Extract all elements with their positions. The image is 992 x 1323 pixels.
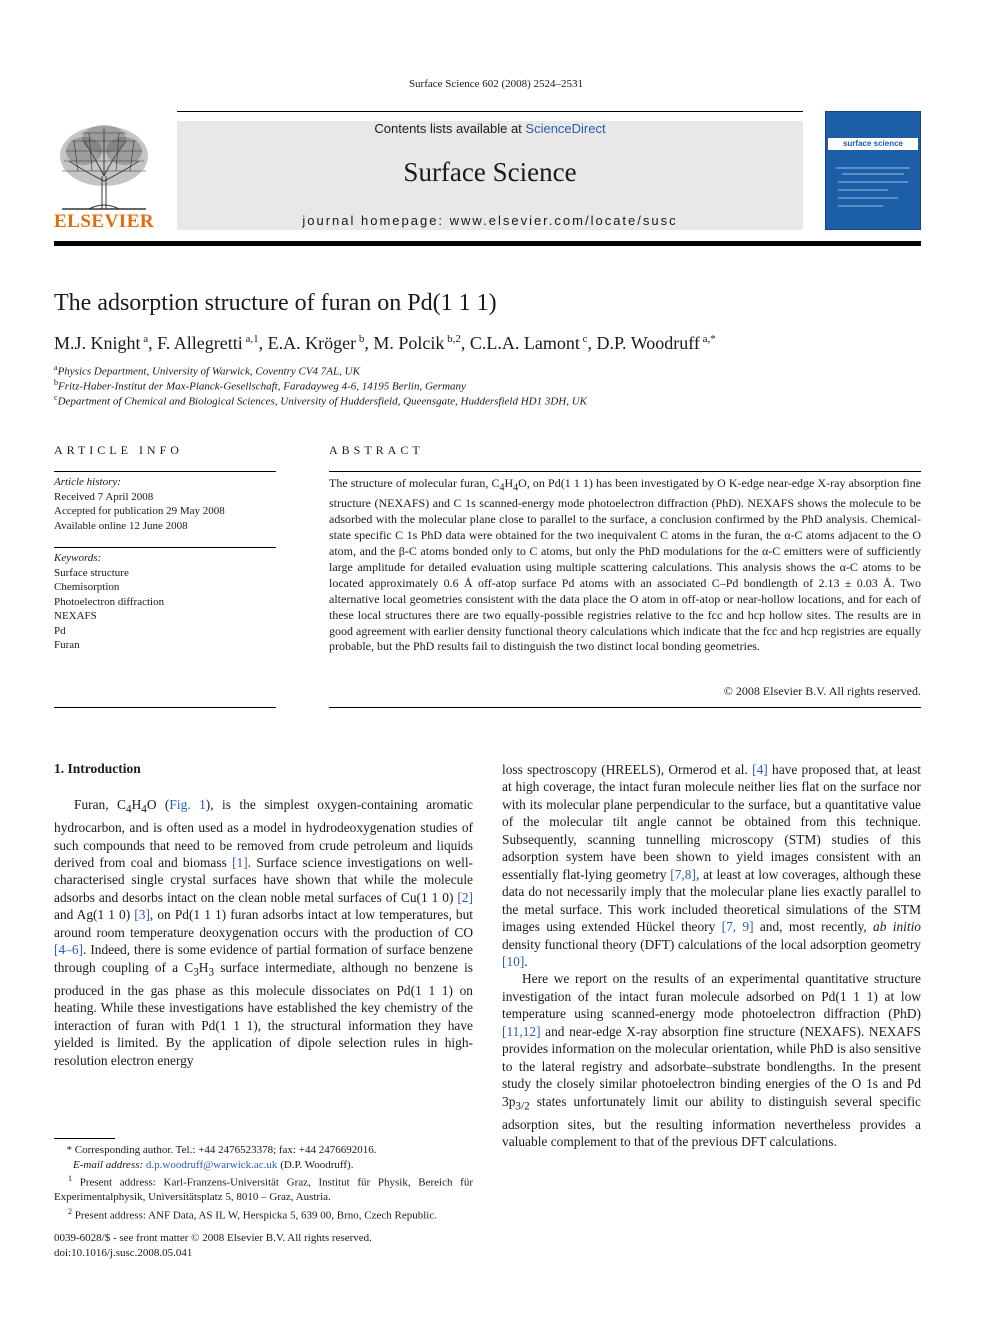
footnote-mark: *: [66, 1144, 72, 1156]
keyword: Chemisorption: [54, 581, 120, 593]
citation-link[interactable]: [4–6]: [54, 942, 84, 958]
article-history-label: Article history:: [54, 476, 121, 488]
header-top-rule: [177, 111, 803, 112]
sciencedirect-link[interactable]: ScienceDirect: [525, 121, 606, 136]
citation-link[interactable]: [11,12]: [502, 1023, 541, 1039]
citation-link[interactable]: [10]: [502, 953, 525, 969]
journal-title: Surface Science: [403, 157, 577, 187]
divider: [54, 547, 276, 548]
doi-link[interactable]: doi:10.1016/j.susc.2008.05.041: [54, 1246, 193, 1259]
footnote-1: [54, 1172, 473, 1205]
figure-link[interactable]: Fig. 1: [169, 797, 206, 812]
footnote-mark: 1: [68, 1174, 72, 1183]
author-affil-mark: b: [358, 333, 365, 345]
contents-prefix: Contents lists available at: [374, 121, 526, 136]
abstract-heading: ABSTRACT: [329, 443, 424, 457]
citation-link[interactable]: [4]: [752, 762, 768, 777]
contents-line: [177, 121, 803, 136]
header-rule: [54, 241, 921, 246]
footnote-mark: 2: [68, 1206, 72, 1216]
footnote-text: Present address: ANF Data, AS IL W, Herspicka 5, 639 00, Brno, Czech Republic.: [74, 1209, 437, 1222]
front-matter: [54, 1231, 473, 1260]
affiliation-mark: a: [54, 363, 58, 372]
affiliation-a: [54, 363, 360, 378]
divider: [329, 471, 921, 472]
author-affil-mark: a,1: [245, 333, 259, 345]
online-date: Available online 12 June 2008: [54, 519, 188, 532]
author-name[interactable]: D.P. Woodruff: [596, 333, 700, 353]
accepted-date: Accepted for publication 29 May 2008: [54, 505, 225, 517]
author-name[interactable]: F. Allegretti: [157, 333, 243, 353]
citation-link[interactable]: [2]: [457, 889, 473, 905]
email-suffix: (D.P. Woodruff).: [277, 1158, 354, 1171]
keyword: Surface structure: [54, 566, 129, 579]
affiliation-mark: b: [54, 378, 58, 387]
received-date: Received 7 April 2008: [54, 490, 154, 503]
intro-paragraph-right: loss spectroscopy (HREELS), Ormerod et al. [4] have proposed that, at least at high coverage, the intact furan molecule neither lies flat on the surface nor with its molecular plane perpendicular to the surface, but a quantitative value of the molecular tilt angle cannot be obtained from this technique. Subsequently, scanning tunnelling microscopy (STM) studies of this adsorption system have been shown to yield images consistent with an essentially flat-lying geometry [7,8], at least at low coverages, although these data do not necessarily imply that the molecular plane lies exactly parallel to the metal surface. This work included theoretical simulations of the STM images using extended Hückel theory [7, 9] and, most recently, ab initio density functional theory (DFT) calculations of the local adsorption geometry [10]. Here we report on the results of an experimental quantitative structure investigation of the intact furan molecule adsorbed on Pd(1 1 1) at low temperature using scanned-energy mode photoelectron diffraction (PhD) [11,12] and near-edge X-ray absorption fine structure (NEXAFS). NEXAFS provides information on the molecular orientation, while PhD is also sensitive to the lateral registry and adsorbate–substrate bondlengths. In the present study the closely similar photoelectron binding energies of the O 1s and Pd $3p_{3/2}$ states unfortunately limit our ability to distinguish several specific adsorption sites, but the resulting information nevertheless provides a valuable complement to that of the previous DFT calculations.: [502, 762, 921, 1150]
divider: [54, 707, 276, 708]
cover-title: surface science: [828, 138, 918, 150]
keywords-block: [54, 551, 276, 653]
keyword: Furan: [54, 639, 80, 651]
journal-reference: Surface Science 602 (2008) 2524–2531: [408, 78, 584, 90]
citation-link[interactable]: [7, 9]: [721, 919, 754, 935]
abstract-text: The structure of molecular furan, $C_4H_4O$, on Pd(1 1 1) has been investigated by O K-edge near-edge X-ray absorption fine structure (NEXAFS) and C 1s scanned-energy mode photoelectron diffraction (PhD). NEXAFS shows the molecule to be adsorbed with the molecular plane close to parallel to the surface, a conclusion confirmed by the PhD analysis. Chemical-state specific C 1s PhD data were obtained for the two inequivalent C atoms in the furan, the α-C atoms adjacent to the O atom, and the β-C atoms bonded only to C atoms, but only the PhD modulations for the α-C emitters were of sufficiently large amplitude for detailed evaluation using multiple scattering calculations. This analysis shows the α-C atoms to be located approximately 0.6 Å off-atop surface Pd atoms with an associated C–Pd bondlength of 2.13 ± 0.03 Å. Two alternative local geometries consistent with the data place the O atom in off-atop or near-hollow locations, and for each of these local structures there are two equally-possible registries relative to the fcc and hcp hollow sites. The results are in good agreement with earlier density functional theory calculations which indicate that the fcc and hcp registries are equally probable, but the PhD results fail to distinguish the two distinct local bonding geometries.: [329, 476, 921, 654]
footnote-text: Present address: Karl-Franzens-Universität Graz, Institut für Physik, Bereich für Experimentalphysik, Universitätsplatz 5, 8010 – Graz, Austria.: [54, 1176, 473, 1204]
author-name[interactable]: E.A. Kröger: [267, 333, 357, 353]
author-name[interactable]: C.L.A. Lamont: [469, 333, 580, 353]
article-history: [54, 475, 276, 533]
article-title: The adsorption structure of furan on Pd(1 1 1): [54, 290, 497, 316]
keyword: Photoelectron diffraction: [54, 595, 165, 608]
author-list: M.J. Knight $^a$, F. Allegretti $^{a,1}$, E.A. Kröger $^b$, M. Polcik $^{b,2}$, C.L.A. Lamont $^c$, D.P. Woodruff $^{a,*}$: [54, 333, 716, 353]
footnote-2: [54, 1205, 473, 1223]
intro-paragraph-left: Furan, $C_4H_4O$ (Fig. 1), is the simplest oxygen-containing aromatic hydrocarbon, and is often used as a model in hydrodeoxygenation studies of such compounds that need to be removed from crude petroleum and liquids derived from coal and biomass [1]. Surface science investigations on well-characterised single crystal surfaces have shown that while the molecule adsorbs and desorbs intact on the clean noble metal surfaces of Cu(1 1 0) [2] and Ag(1 1 0) [3], on Pd(1 1 1) furan adsorbs intact at low temperatures, but around room temperature deoxygenation occurs with the production of CO [4–6]. Indeed, there is some evidence of partial formation of surface benzene through coupling of a $C_3H_3$ surface intermediate, although no benzene is produced in the gas phase as this molecule dissociates on Pd(1 1 1) on heating. While these investigations have established the key chemistry of the interaction of furan with Pd(1 1 1), the structural information they have yielded is limited. By the application of dipole selection rules in high-resolution electron energy: [54, 797, 474, 1068]
divider: [329, 707, 921, 708]
article-info-heading: ARTICLE INFO: [54, 443, 183, 457]
affiliation-text: Fritz-Haber-Institut der Max-Planck-Gesellschaft, Faradayweg 4-6, 14195 Berlin, Germany: [58, 380, 466, 393]
copyright-notice: © 2008 Elsevier B.V. All rights reserved.: [723, 684, 921, 698]
footnote-corresponding: [54, 1143, 473, 1158]
affiliation-c: [54, 393, 587, 408]
author-name[interactable]: M.J. Knight: [54, 333, 141, 353]
affiliation-mark: c: [54, 393, 58, 402]
keyword: Pd: [54, 624, 66, 637]
author-affil-mark: a,*: [702, 333, 716, 345]
email-link[interactable]: d.p.woodruff@warwick.ac.uk: [145, 1158, 278, 1171]
author-affil-mark: b,2: [447, 333, 461, 345]
affiliation-text: Department of Chemical and Biological Sciences, University of Huddersfield, Queensgate, Huddersfield HD1 3DH, UK: [57, 395, 588, 408]
section-heading: 1. Introduction: [54, 761, 141, 776]
footnote-rule: [54, 1138, 115, 1139]
cover-contents-lines: [828, 156, 918, 226]
author-affil-mark: a: [143, 333, 149, 345]
author-affil-mark: c: [582, 333, 588, 345]
affiliation-b: [54, 378, 466, 393]
author-name[interactable]: M. Polcik: [373, 333, 445, 353]
keyword: NEXAFS: [54, 610, 97, 622]
footnotes: [54, 1143, 473, 1223]
email-label: E-mail address:: [73, 1158, 146, 1171]
divider: [54, 471, 276, 472]
citation-link[interactable]: [7,8]: [670, 866, 696, 882]
journal-homepage-link[interactable]: journal homepage: www.elsevier.com/locate/susc: [302, 213, 678, 228]
footnote-email: [54, 1158, 473, 1173]
issn-line: 0039-6028/$ - see front matter © 2008 Elsevier B.V. All rights reserved.: [54, 1232, 372, 1244]
citation-link[interactable]: [3]: [134, 907, 150, 923]
affiliation-text: Physics Department, University of Warwick, Coventry CV4 7AL, UK: [57, 365, 360, 378]
keywords-label: Keywords:: [54, 552, 102, 564]
citation-link[interactable]: [1]: [232, 855, 248, 871]
footnote-text: Corresponding author. Tel.: +44 2476523378; fax: +44 2476692016.: [74, 1144, 377, 1156]
elsevier-wordmark: ELSEVIER: [54, 211, 155, 232]
